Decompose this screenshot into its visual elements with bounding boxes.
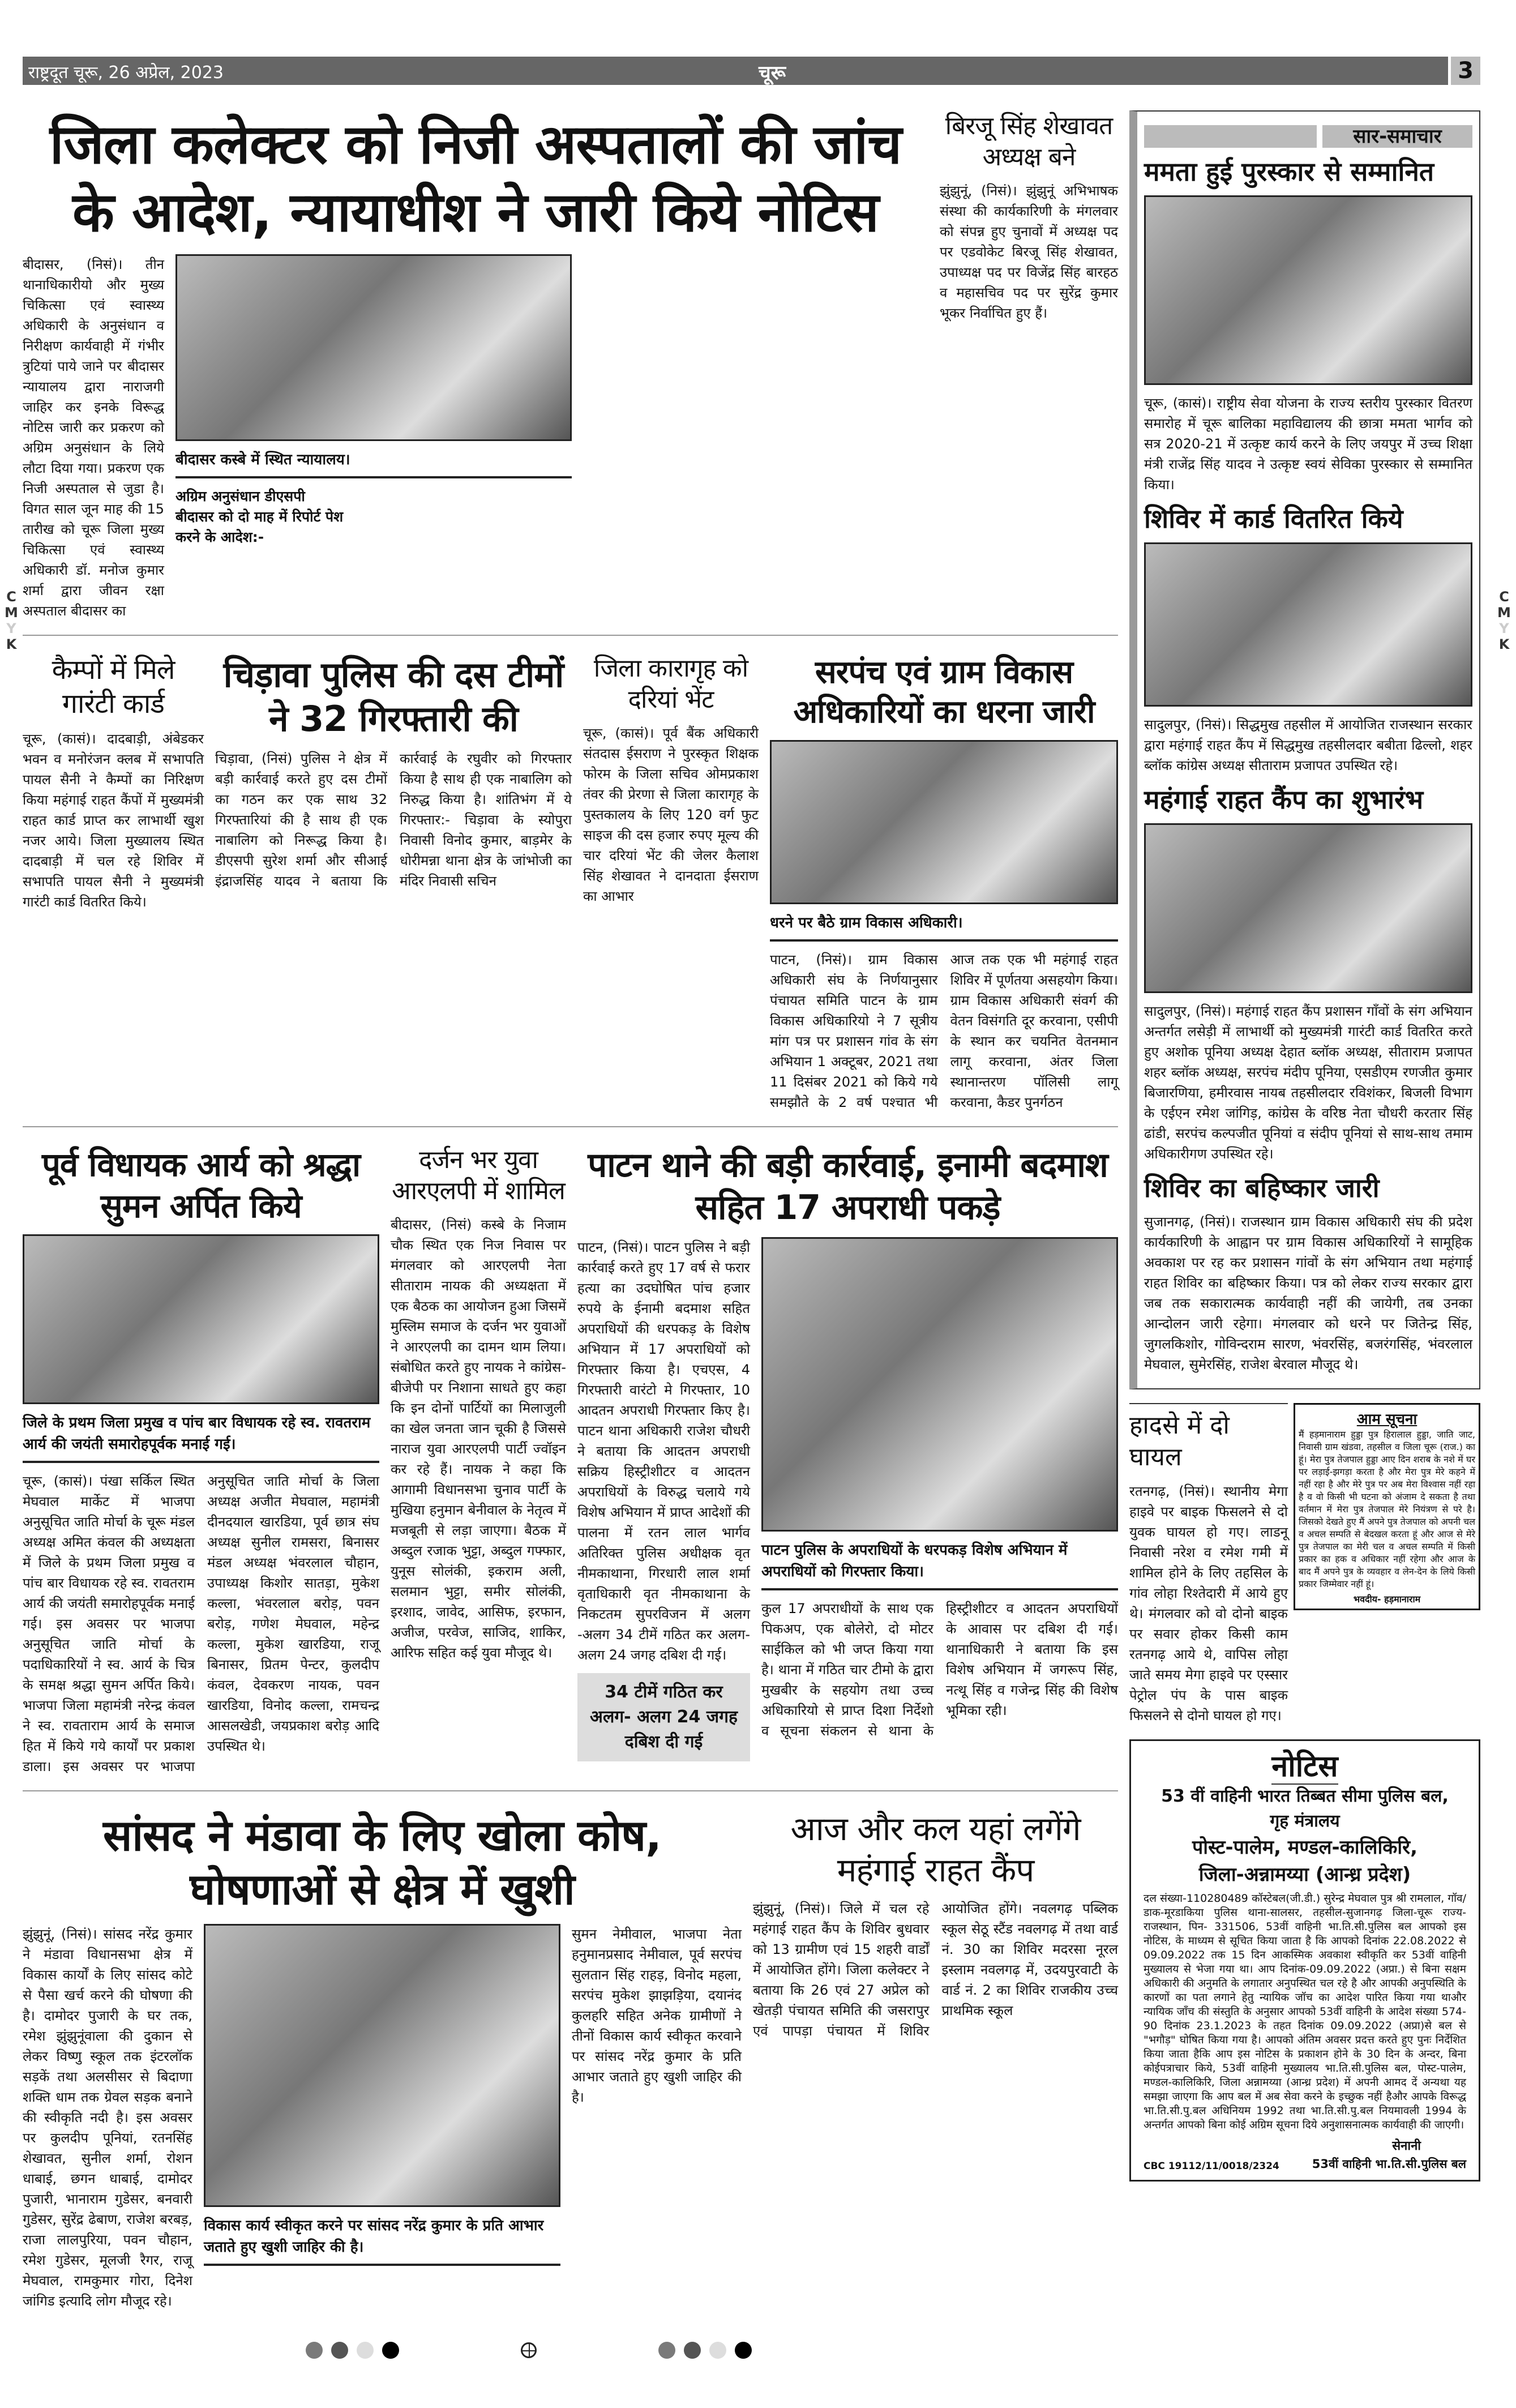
cmyk-y: Y (6, 621, 16, 636)
patan-body: पाटन, (निसं)। पाटन पुलिस ने बड़ी कार्रवाई करते हुए 17 वर्ष से फरार हत्या का उदघोषित पांच हजार रुपये के ईनामी बदमाश सहित अपराधियों की धरपकड़ के विशेष अभियान में 17 अपराधियों को गिरफ्तार किया है। एचएस, 4 गिरफ्तारी वारंटो मे गिरफ्तार, 10 आदतन अपराधी गिरफ्तार किए है। पाटन थाना अधिकारी राजेश चौधरी ने बताया कि आदतन अपराधी सक्रिय हिस्ट्रीशीटर व आदतन अपराधियों के विरुद्ध चलाये गये विशेष अभियान में प्राप्त आदेशों की पालना में रतन लाल भार्गव अतिरिक्त पुलिस अधीक्षक वृत नीमकाथाना, गिरधारी लाल शर्मा वृताधिकारी वृत नीमकाथाना के निकटतम सुपरविजन में अलग -अलग 34 टीमें गठित कर अलग- अलग 24 जगह दबिश दी गई। (577, 1239, 750, 1663)
registration-dot (658, 2342, 675, 2359)
jail-story (583, 653, 759, 906)
registration-dot (382, 2342, 399, 2359)
registration-dot (684, 2342, 701, 2359)
mp-headline (23, 1808, 742, 1916)
public-notice-title: आम सूचना (1356, 1411, 1417, 1428)
mp-photo-caption: विकास कार्य स्वीकृत करने पर सांसद नरेंद्र कुमार के प्रति आभार जताते हुए खुशी जाहिर की है। (204, 2215, 560, 2266)
accident-story (1129, 1403, 1288, 1726)
registration-dot (357, 2342, 374, 2359)
section-label: सार-समाचार (1322, 125, 1472, 148)
chirawa-headline: चिड़ावा पुलिस की दस टीमों ने 32 गिरफ्तारी की (223, 654, 564, 739)
brief-headline: शिविर में कार्ड वितरित किये (1144, 503, 1403, 534)
brief-body: सुजानगढ़, (निसं)। राजस्थान ग्राम विकास अधिकारी संघ की प्रदेश कार्यकारिणी के आह्वान पर ग्राम विकास अधिकारियों ने सामूहिक अवकाश पर रह कर प्रशासन गांवों के संग अभियान तथा महंगाई राहत शिविर का बहिष्कार किया। पत्र को लेकर राज्य सरकार द्वारा जब तक सकारात्मक कार्यवाही नहीं की जायेगी, तब उनका आन्दोलन जारी रहेगा। मंगलवार को धरने पर जितेन्द्र सिंह, जुगलकिशोर, गोविन्दराम सारण, भंवरसिंह, बजरंगसिंह, भंवरलाल मेघवाल, सुमेरसिंह, राजेश बेरवाल मौजूद थे। (1144, 1214, 1472, 1372)
mp-body: झुंझुनूं, (निसं)। सांसद नरेंद्र कुमार ने मंडावा विधानसभा क्षेत्र में विकास कार्यों के लिए सांसद कोटे से पैसा खर्च करने की घोषणा की है। दामोदर पुजारी के घर तक, रमेश झुंझुनूंवाला की दुकान से लेकर विष्णु स्कूल तक इंटरलॉक सड़कें तथा अलसीसर से बिदाणा शक्ति धाम तक ग्रेवल सड़क बनाने की स्वीकृति नदी है। इस अवसर पर कुलदीप पूनियां, रतनसिंह शेखावत, सुनील शर्मा, रोशन धाबाई, छगन धाबाई, दामोदर पुजारी, भानाराम गुडेसर, बनवारी गुडेसर, सुरेंद्र ढेबाण, राजेश बरबड़, राजा लालपुरिया, पवन चौहान, रमेश गुडेसर, मूलजी रैगर, राजू मेघवाल, रामकुमार गोरा, दिनेश जांगिड इत्यादि लोग मौजूद रहे। (23, 1926, 192, 2309)
guarantee-body: चूरू, (कासं)। दादबाड़ी, अंबेडकर भवन व मनोरंजन क्लब में सभापति पायल सैनी ने कैम्पों का निरिक्षण किया महंगाई राहत कैंपों में मुख्यमंत्री राहत कार्ड प्राप्त कर लाभार्थी खुश नजर आये। जिला मुख्यालय स्थित दादबाड़ी में चल रहे शिविर में सभापति पायल सैनी ने मुख्यमंत्री गारंटी कार्ड वितरित किये। (23, 731, 204, 910)
sarpanch-story (770, 653, 1118, 1113)
patan-story (577, 1144, 1118, 1761)
notice-line-1: 53 वीं वाहिनी भारत तिब्बत सीमा पुलिस बल, (1161, 1786, 1449, 1806)
arrested-photo-caption: पाटन पुलिस के अपराधियों के धरपकड़ विशेष अभियान में अपराधियों को गिरफ्तार किया। (761, 1539, 1118, 1590)
notice-line-4: जिला-अन्नामय्या (आन्ध्र प्रदेश) (1198, 1863, 1411, 1886)
biju-body: झुंझुनूं, (निसं)। झुंझुनूं अभिभाषक संस्था की कार्यकारिणी के मंगलवार को संपन्न हुए चुनावों में अध्यक्ष पद पर एडवोकेट बिरजू सिंह शेखावत, उपाध्यक्ष पद पर विजेंद्र सिंह बारहठ व महासचिव पद पर सुरेंद्र कुमार भूकर निर्वाचित हुए हैं। (940, 183, 1118, 321)
camp-story (753, 1808, 1118, 2041)
section-bar-fill (1144, 125, 1317, 148)
public-notice-box (1294, 1403, 1480, 1610)
brief-body: सादुलपुर, (निसं)। सिद्धमुख तहसील में आयोजित राजस्थान सरकार द्वारा महंगाई राहत कैंप में सिद्धमुख तहसीलदार बबीता ढिल्लो, शहर ब्लॉक कांग्रेस अध्यक्ष सीताराम प्रजापत उपस्थित रहे। (1144, 717, 1472, 773)
guarantee-story (23, 653, 204, 912)
court-photo-caption: बीदासर कस्बे में स्थित न्यायालय। (175, 449, 572, 478)
cmyk-k: K (6, 636, 17, 652)
patan-highlight-box: 34 टीमें गठित कर अलग- अलग 24 जगह दबिश दी गई (577, 1673, 750, 1761)
notice-signatory-title: सेनानी (1392, 2139, 1421, 2153)
arrested-accused-photo (761, 1237, 1118, 1532)
main-headline (23, 110, 928, 246)
brief-body: सादुलपुर, (निसं)। महंगाई राहत कैंप प्रशासन गाँवों के संग अभियान अन्तर्गत लसेड़ी में लाभार्थी को मुख्यमंत्री गारंटी कार्ड वितरित करते हुए अशोक पूनिया अध्यक्ष देहात ब्लॉक अध्यक्ष, सीताराम प्रजापत शहर ब्लॉक अध्यक्ष, सरपंच मंदीप पूनिया, एसडीएम रणजीत कुमार बिजारणिया, हमीरवास नायब तहसीलदार रविशंकर, बिजली विभाग के एईएन रमेश जांगिड़, कांग्रेस के वरिष्ठ नेता चौधरी करतार सिंह ढांडी, सरपंच कल्पजीत पूनियां व संदीप पूनियां से साथ-साथ तमाम अधिकारीगण उपस्थित रहे। (1144, 1003, 1472, 1162)
award-photo (1144, 195, 1472, 385)
arya-headline: पूर्व विधायक आर्य को श्रद्धा सुमन अर्पित किये (41, 1145, 361, 1225)
protest-photo-caption: धरने पर बैठे ग्राम विकास अधिकारी। (770, 912, 1118, 942)
arya-body: चूरू, (कासं)। पंखा सर्किल स्थित मेघवाल मार्केट में भाजपा अनुसूचित जाति मोर्चा के चूरू मंडल अध्यक्ष अमित कंवल की अध्यक्षता में जिले के प्रथम जिला प्रमुख व पांच बार विधायक रहे स्व. रावतराम आर्य की जयंती समारोहपूर्वक मनाई गई। इस अवसर पर भाजपा अनुसूचित जाति मोर्चा के पदाधिकारियों ने स्व. आर्य के चित्र के समक्ष श्रद्धा सुमन अर्पित किये। भाजपा जिला महामंत्री नरेन्द्र कंवल ने स्व. रावताराम आर्य के समाज हित में किये गये कार्यों पर प्रकाश डाला। इस अवसर पर भाजपा अनुसूचित जाति मोर्चा के जिला अध्यक्ष अजीत मेघवाल, महामंत्री दीनदयाल खारडिया, पूर्व छात्र संघ अध्यक्ष सुनील रामसरा, बिनासर मंडल अध्यक्ष भंवरलाल चौहान, उपाध्यक्ष किशोर सातड़ा, मुकेश कल्ला, भंवरलाल बरोड़, पवन बरोड़, गणेश मेघवाल, महेन्द्र कल्ला, मुकेश खारडिया, राजू बिनासर, प्रितम पेन्टर, कुलदीप कंवल, देवकरण नायक, पवन खारडिया, विनोद कल्ला, रामचन्द्र आसलखेडी, जयप्रकाश बरोड़ आदि उपस्थित थे। (23, 1473, 379, 1774)
mp-thanks-photo (204, 1924, 560, 2207)
card-distribution-photo (1144, 542, 1472, 707)
news-briefs-sidebar (1129, 110, 1480, 1389)
main-headline-line-2: के आदेश, न्यायाधीश ने जारी किये नोटिस (72, 181, 879, 244)
biju-headline: बिरजू सिंह शेखावत अध्यक्ष बने (945, 112, 1113, 172)
protest-photo (770, 740, 1118, 904)
arya-story (23, 1144, 379, 1777)
chirawa-body: चिड़ावा, (निसं) पुलिस ने क्षेत्र में बड़ी कार्रवाई करते हुए दस टीमों का गठन कर एक साथ 32 गिरफ्तारियां की है साथ ही एक नाबालिग को निरूद्ध किया है। डीएसपी सुरेश शर्मा और सीआई इंद्राजसिंह यादव ने बताया कि कार्रवाई के रघुवीर को गिरफ्तार किया है साथ ही एक नाबालिग को निरुद्ध किया है। शांतिभंग में ये गिरफ्तार:- चिड़ावा के स्योपुरा निवासी विनोद कुमार, बाड़मेर के धोरीमन्ना थाना क्षेत्र के जांभोजी का मंदिर निवासी सचिन (215, 751, 572, 889)
brief-headline: महंगाई राहत कैंप का शुभारंभ (1144, 784, 1424, 815)
mp-story (23, 1808, 742, 2311)
main-story (23, 110, 928, 621)
itbp-notice-box (1129, 1739, 1480, 2182)
page-header-row (23, 57, 1480, 85)
chirawa-story (215, 653, 572, 891)
main-story-subhead: अग्रिम अनुसंधान डीएसपी बीदासर को दो माह में रिपोर्ट पेश करने के आदेश:- (175, 488, 344, 545)
mp-headline-line-2: घोषणाओं से क्षेत्र में खुशी (190, 1864, 575, 1914)
camp-photo (1144, 823, 1472, 993)
public-notice-body: मैं हड़मानाराम हुड्डा पुत्र हिरालाल हुड्डा, जाति जाट, निवासी ग्राम खंडवा, तहसील व जिला चूरू (राज.) का हूं। मेरा पुत्र तेजपाल हुड्डा आए दिन शराब के नशे में घर पर लड़ाई-झगड़ा करता है और मेरा पुत्र मेरे कहने में नहीं रहा है और मेरे पुत्र पर अब मेरा विश्वास नहीं रहा है व वो किसी भी घटना को अंजाम दे सकता है तथा वर्तमान में मेरा पुत्र तेजपाल मेरे नियंत्रण से परे है। जिसको देखते हुए मैं अपने पुत्र तेजपाल को अपनी चल व अचल सम्पति से बेदखल करता हूं और आज से मेरे पुत्र तेजपाल का मेरी चल व अचल सम्पति में किसी प्रकार का हक व अधिकार नहीं रहेगा और आज के बाद मैं अपने पुत्र के व्यवहार व लेन-देन के लिये किसी प्रकार जिम्मेवार नहीं हूं। (1299, 1429, 1475, 1589)
tribute-photo-caption: जिले के प्रथम जिला प्रमुख व पांच बार विधायक रहे स्व. रावतराम आर्य की जयंती समारोहपूर्वक मनाई गई। (23, 1412, 379, 1463)
brief-body: चूरू, (कासं)। राष्ट्रीय सेवा योजना के राज्य स्तरीय पुरस्कार वितरण समारोह में चूरू बालिका महाविद्यालय की छात्रा ममता भार्गव को सत्र 2020-21 में उत्कृष्ट कार्य करने के लिए जयपुर में उच्च शिक्षा मंत्री राजेंद्र सिंह यादव ने उत्कृष्ट स्वयं सेविका पुरस्कार से सम्मानित किया। (1144, 395, 1472, 493)
cmyk-c: C (6, 589, 16, 605)
main-story-body: बीदासर, (निसं)। तीन थानाधिकारीयो और मुख्य चिकित्सा एवं स्वास्थ्य अधिकारी के अनुसंधान व निरीक्षण कार्यवाही में गंभीर त्रुटियां पाये जाने पर बीदासर न्यायालय द्वारा नाराजगी जाहिर कर इनके विरूद्ध नोटिस जारी कर प्रकरण को अग्रिम अनुसंधान के लिये लौटा दिया गया। प्रकरण एक निजी अस्पताल से जुडा है। विगत साल जून माह की 15 तारीख को चूरू जिला मुख्य चिकित्सा एवं स्वास्थ्य अधिकारी डॉ. मनोज कुमार शर्मा द्वारा जीवन रक्षा अस्पताल बीदासर का (23, 256, 164, 619)
cmyk-y: Y (1499, 621, 1509, 636)
registration-dot (709, 2342, 726, 2359)
biju-story (940, 110, 1118, 323)
registration-dot (306, 2342, 323, 2359)
page-header (23, 57, 1448, 85)
tribute-photo (23, 1234, 379, 1404)
cmyk-m: M (1497, 605, 1511, 621)
accident-body: रतनगढ़, (निसं)। स्थानीय मेगा हाइवे पर बाइक फिसलने से दो युवक घायल हो गए। लाडनू निवासी नरेश व रमेश गमी में शामिल होने के लिए तहसिल के गांव लोहा रिश्तेदारी में आये हुए थे। मंगलवार को वो दोनो बाइक पर सवार होकर किसी काम रतनगढ़ आये थे, वापिस लोहा जाते समय मेगा हाइवे पर एस्सार पेट्रोल पंप के पास बाइक फिसलने से दोनो घायल हो गए। (1129, 1483, 1288, 1723)
camp-headline: आज और कल यहां लगेंगे महंगाई राहत कैंप (790, 1810, 1081, 1889)
court-photo (175, 254, 572, 441)
registration-crosshair-icon (521, 2342, 537, 2358)
newspaper-dateline: राष्ट्रदूत चूरू, 26 अप्रेल, 2023 (28, 63, 224, 83)
sarpanch-headline: सरपंच एवं ग्राम विकास अधिकारियों का धरना जारी (793, 654, 1095, 730)
page-number: 3 (1451, 57, 1480, 85)
rlp-body: बीदासर, (निसं) कस्बे के निजाम चौक स्थित एक निज निवास पर मंगलवार को आरएलपी नेता सीताराम नायक की अध्यक्षता में एक बैठक का आयोजन हुआ जिसमें मुस्लिम समाज के दर्जन भर युवाओं ने आरएलपी का दामन थाम लिया। संबोधित करते हुए नायक ने कांग्रेस-बीजेपी पर निशाना साधते हुए कहा कि इन दोनों पार्टियों का मिलाजुली का खेल जनता जान चूकी है जिससे नाराज युवा आरएलपी पार्टी ज्वॉइन कर रहे हैं। नायक ने कहा कि आगामी विधानसभा चुनाव पार्टी के मुखिया हनुमान बेनीवाल के नेतृत्व में मजबूती से लड़ा जाएगा। बैठक में अब्दुल रजाक भुट्टा, अब्दुल गफ्फार, युनूस सोलंकी, इकराम अली, सलमान भुट्टा, समीर सोलंकी, इरशाद, जावेद, आसिफ, इरफान, अजीज, परवेज, साजिद, शाकिर, आरिफ सहित कई युवा मौजूद थे। (391, 1217, 566, 1661)
rlp-story (391, 1144, 566, 1663)
rlp-headline: दर्जन भर युवा आरएलपी में शामिल (392, 1145, 565, 1205)
jail-headline: जिला कारागृह को दरियां भेंट (593, 654, 748, 714)
notice-title: नोटिस (1271, 1750, 1338, 1783)
brief-headline: शिविर का बहिष्कार जारी (1144, 1173, 1380, 1203)
section-bar (1144, 125, 1472, 148)
sarpanch-body: पाटन, (निसं)। ग्राम विकास अधिकारी संघ के निर्णयानुसार पंचायत समिति पाटन के ग्राम विकास अधिकारियो ने 7 सूत्रीय मांग पत्र पर प्रशासन गांव के संग अभियान 1 अक्टूबर, 2021 तथा 11 दिसंबर 2021 को किये गये समझौते के 2 वर्ष पश्चात भी आज तक एक भी महंगाई राहत शिविर में पूर्णतया असहयोग किया। ग्राम विकास अधिकारी संवर्ग की वेतन विसंगति दूर करवाना, एसीपी के स्थान कर चयनित वेतनमान लागू करवाना, अंतर जिला स्थानान्तरण पॉलिसी लागू करवाना, कैडर पुनर्गठन (770, 952, 1118, 1110)
cmyk-m: M (5, 605, 18, 621)
mp-headline-line-1: सांसद ने मंडावा के लिए खोला कोष, (103, 1810, 661, 1860)
guarantee-headline: कैम्पों में मिले गारंटी कार्ड (52, 654, 175, 720)
notice-code: CBC 19112/11/0018/2324 (1144, 2161, 1279, 2172)
cmyk-mark-left (5, 589, 18, 652)
brief-headline: ममता हुई पुरस्कार से सम्मानित (1144, 156, 1434, 187)
public-notice-signature: भवदीय- हड़मानाराम (1353, 1594, 1421, 1605)
registration-dot (331, 2342, 348, 2359)
patan-headline: पाटन थाने की बड़ी कार्रवाई, इनामी बदमाश सहित 17 अपराधी पकड़े (588, 1145, 1108, 1227)
patan-body-2: कुल 17 अपराधीयों के साथ एक पिकअप, एक बोलेरो, दो मोटर साईकिल को भी जप्त किया गया है। थाना में गठित चार टीमो के द्वारा मुखबीर के सहयोग तथा उच्च अधिकारियो से प्राप्त दिशा निर्देशो व सूचना संकलन से थाना के हिस्ट्रीशीटर व आदतन अपराधियों के आवास पर दबिश दी गई। थानाधिकारी ने बताया कि इस विशेष अभियान में जगरूप सिंह, नत्थू सिंह व गजेन्द्र सिंह की विशेष भूमिका रही। (761, 1601, 1118, 1739)
notice-signatory-unit: 53वीं वाहिनी भा.ति.सी.पुलिस बल (1312, 2157, 1466, 2171)
cmyk-k: K (1498, 636, 1510, 652)
camp-body: झुंझुनूं, (निसं)। जिले में चल रहे महंगाई राहत कैंप के शिविर बुधवार को 13 ग्रामीण एवं 15 शहरी वार्डों में आयोजित होंगे। जिला कलेक्टर ने बताया कि 26 एवं 27 अप्रेल को खेतड़ी पंचायत समिति की जसरापुर एवं पापड़ा पंचायत में शिविर आयोजित होंगे। नवलगढ़ पब्लिक स्कूल सेठू स्टैंड नवलगढ़ में तथा वार्ड नं. 30 का शिविर मदरसा नूरल इस्लाम नवलगढ़ में, उदयपुरवाटी के वार्ड नं. 2 का शिविर राजकीय उच्च प्राथमिक स्कूल (753, 1901, 1118, 2039)
cmyk-mark-right (1497, 589, 1511, 652)
main-headline-line-1: जिला कलेक्टर को निजी अस्पतालों की जांच (49, 113, 902, 176)
jail-body: चूरू, (कासं)। पूर्व बैंक अधिकारी संतदास ईसराण ने पुरस्कृत शिक्षक फोरम के जिला सचिव ओमप्रकाश तंवर की प्रेरणा से जिला कारागृह के पुस्तकालय के लिए 120 वर्ग फुट साइज की दस हजार रुपए मूल्य की चार दरियां भेंट की जेलर कैलाश सिंह शेखावत ने दानदाता ईसराण का आभार (583, 725, 759, 904)
notice-line-2: गृह मंत्रालय (1270, 1811, 1340, 1831)
edition-name: चूरू (759, 62, 786, 84)
accident-headline: हादसे में दो घायल (1129, 1411, 1230, 1472)
registration-marks (23, 2342, 1480, 2359)
notice-line-3: पोस्ट-पालेम, मण्डल-कालिकिरि, (1192, 1836, 1417, 1859)
registration-dot (735, 2342, 752, 2359)
mp-body-2: सुमन नेमीवाल, भाजपा नेता हनुमानप्रसाद नेमीवाल, पूर्व सरपंच सुलतान सिंह राहड़, विनोद महला, सरपंच मुकेश झाझड़िया, दयानंद कुलहरि सहित अनेक ग्रामीणों ने तीनों विकास कार्य स्वीकृत करवाने पर सांसद नरेंद्र कुमार के प्रति आभार जताते हुए खुशी जाहिर की है। (572, 1926, 742, 2105)
cmyk-c: C (1499, 589, 1509, 605)
notice-body: दल संख्या-110280489 कॉस्टेबल(जी.डी.) सुरेन्द्र मेघवाल पुत्र श्री रामलाल, गॉव/डाक-मूरडाकिया पुलिस थाना-सालसर, तहसील-सुजानगढ़ जिला-चूरू राज्य- राजस्थान, पिन- 331506, 53वीं वाहिनी भा.ति.सी.पुलिस बल आपको इस नोटिस, के माध्यम से सूचित किया जाता है कि आपको दिनांक 22.08.2022 से 09.09.2022 तक 15 दिन आकस्मिक अवकाश स्वीकृति कर 53वीं वाहिनी मुख्यालय से भेजा गया था। आप दिनांक-09.09.2022 (अप्रा.) से बिना सक्षम अधिकारी की अनुमति के लगातार अनुपस्थित चल रहे है और आपकी अनुपस्थिति के कारणों का पता लगाने हेतु न्यायिक जॉच का आदेश पारित किया गया थाऔर न्यायिक जाँच की संस्तुति के अनुसार आपको 53वीं वाहिनी के आदेश संख्या 574-90 दिनांक 23.1.2023 के तहत दिनांक 09.09.2022 (अप्रा)से बल से "भगौड़" घोषित किया गया है। आपको अंतिम अवसर प्रदत्त करते हुए पुनः निर्देशित किया जाता हैकि आप इस नोटिस के प्रकाशन होने के 30 दिन के अन्दर, बिना कोईपत्राचार किये, 53वीं वाहिनी मुख्यालय भा.ति.सी.पुलिस बल, पोस्ट-पालेम, मण्डल-कालिकिरि, जिला अन्नामय्या (आन्ध्र प्रदेश) में अपनी आमद दें अन्यथा यह समझा जाएगा कि आप बल में अब सेवा करने के इच्छुक नहीं हैऔर आपके विरूद्ध भा.ति.सी.पु.बल अधिनियम 1992 तथा भा.ति.सी.पु.बल नियमावली 1994 के अन्तर्गत आपको बिना कोई अग्रिम सूचना दिये अनुशासनात्मक कार्यवाही की जाएगी। (1144, 1892, 1466, 2131)
